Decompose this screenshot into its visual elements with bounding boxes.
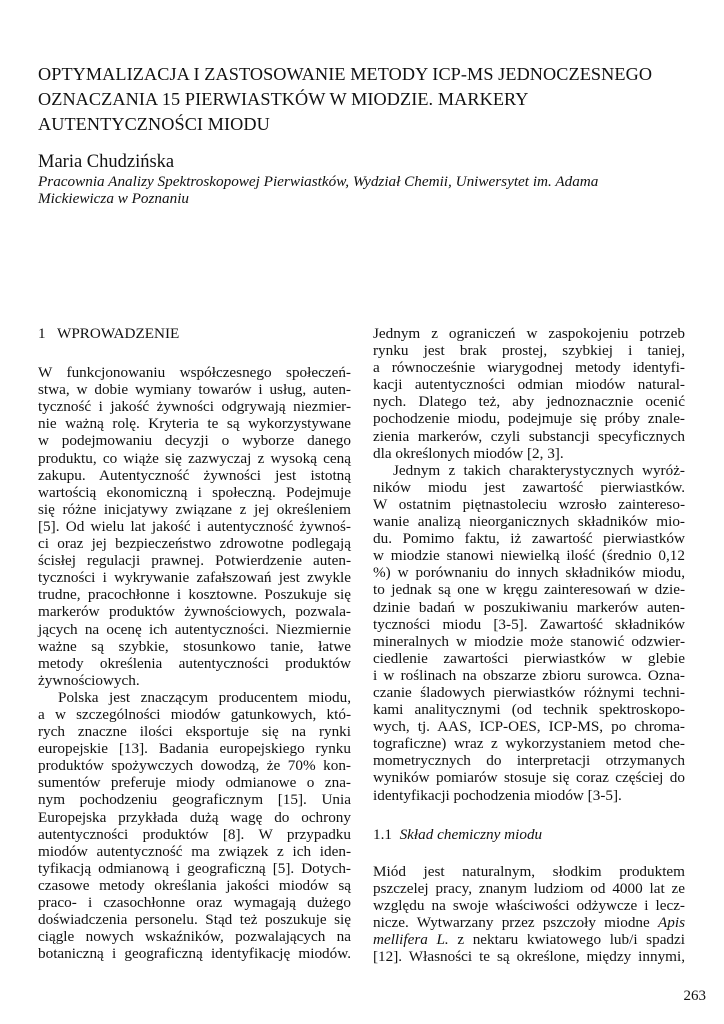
text-line: pszczelej pracy, znanym ludziom od 4000 lat ze — [373, 879, 685, 897]
species-name-italic: Apis — [658, 914, 686, 931]
text-line: żywnościowych. — [38, 671, 140, 689]
text-line: sumentów preferuje miody odmianowe o zna- — [38, 774, 351, 792]
text-line: du. Pomimo faktu, iż zawartość pierwiastków — [373, 530, 685, 548]
subsection-number: 1.1 — [373, 825, 392, 843]
text-line: Jednym z takich charakterystycznych wyróż- — [393, 461, 685, 479]
text-line: identyfikacji pochodzenia miodów [3-5]. — [373, 786, 622, 804]
text-line: tograficzne) wraz z wykorzystaniem metod che- — [373, 735, 685, 753]
text-line: kacji autentyczności odmian miodów natural- — [373, 376, 685, 394]
text-line: stwa, w dobie wymiany towarów i usług, auten- — [38, 381, 351, 399]
text-line: czanie śladowych pierwiastków różnymi techni- — [373, 683, 685, 701]
title-line: AUTENTYCZNOŚCI MIODU — [38, 114, 270, 134]
title-line: OZNACZANIA 15 PIERWIASTKÓW W MIODZIE. MARKERY — [38, 89, 529, 109]
author-affiliation — [38, 173, 688, 207]
text-line: botaniczną i geograficzną identyfikację miodów. — [38, 945, 351, 963]
text-line: Polska jest znaczącym producentem miodu, — [58, 688, 351, 706]
text-line: pochodzenie miodu, podejmuje się próby znale- — [373, 410, 685, 428]
text-line: zienia markerów, czyli substancji specyficznych — [373, 427, 685, 445]
text-line: rych znaczne ilości eksportuje się na rynki — [38, 723, 351, 741]
species-name-italic: mellifera L. — [373, 931, 449, 949]
text-line: nych. Dlatego też, aby jednoznacznie ocenić — [373, 393, 685, 411]
text-line: względu na swoje właściwości odżywcze i lecz- — [373, 896, 685, 914]
text-line: produktów spożywczych dowodzą, że 70% kon- — [38, 757, 351, 775]
text-line: dzinie badań w poszukiwaniu markerów auten- — [373, 598, 685, 616]
text-line: tyczności i wykrywanie zafałszowań jest zwykle — [38, 569, 351, 587]
subsection-heading — [373, 826, 685, 843]
left-column — [38, 325, 351, 962]
text-line: tyfikacją odmianową i geograficzną [5]. Dotych- — [38, 859, 351, 877]
text-line: zakupu. Autentyczność żywności jest istotną — [38, 466, 351, 484]
section-heading — [38, 325, 351, 342]
affiliation-line: Pracownia Analizy Spektroskopowej Pierwiastków, Wydział Chemii, Uniwersytet im. Adama — [38, 173, 599, 190]
text-line: wych, tj. AAS, ICP-OES, ICP-MS, po chroma- — [373, 718, 685, 736]
text-line: ścisłej regulacji prawnej. Potwierdzenie auten- — [38, 552, 351, 570]
text-line — [373, 931, 685, 948]
text-line: tyczności miodu [3-5]. Zawartość składników — [373, 615, 685, 633]
text-line: miodów autentyczność ma związek z ich iden- — [38, 842, 351, 860]
text-line: produktu, co wiąże się zazwyczaj z wysoką ceną — [38, 449, 351, 467]
text-line: Europejska przykłada dużą wagę do ochrony — [38, 808, 351, 826]
text-line: wyników pomiarów stosuje się coraz częściej do — [373, 769, 685, 787]
text-line: %) w porównaniu do innych składników miodu, — [373, 564, 685, 582]
text-fragment: nicze. Wytwarzany przez pszczoły miodne — [373, 914, 650, 931]
text-line: a równocześnie wiarygodnej metody identyfi- — [373, 359, 685, 377]
text-line: w podejmowaniu decyzji o wyborze danego — [38, 432, 351, 450]
text-line: kami analitycznymi (od technik spektroskopo- — [373, 701, 685, 719]
text-line: ciągle nowych wskaźników, pozwalających na — [38, 928, 351, 946]
text-line: nie ważną rolę. Kryteria te są wykorzystywane — [38, 415, 351, 433]
affiliation-line: Mickiewicza w Poznaniu — [38, 190, 190, 207]
text-line: europejskie [13]. Badania europejskiego rynku — [38, 740, 351, 758]
text-line: ciedlenie zawartości pierwiastków w glebie — [373, 649, 685, 667]
text-line: metody określenia autentyczności produktów — [38, 654, 351, 672]
text-line: W funkcjonowaniu współczesnego społeczeń- — [38, 364, 351, 382]
paper-title — [38, 62, 688, 137]
subsection-title: Skład chemiczny miodu — [399, 825, 543, 843]
text-line: [12]. Własności te są określone, między innymi, — [373, 948, 685, 966]
text-line: [5]. Od wielu lat jakość i autentyczność żywnoś- — [38, 517, 351, 535]
text-line: mometrycznych do interpretacji otrzymanych — [373, 752, 685, 770]
text-line — [373, 914, 685, 931]
text-line: praco- i czasochłonne oraz wymagają dużego — [38, 894, 351, 911]
text-line: ważne są szybkie, stosunkowo tanie, łatwe — [38, 637, 351, 655]
text-line: dla określonych miodów [2, 3]. — [373, 444, 564, 462]
text-line: w miodzie stanowi niewielką ilość (średnio 0,12 — [373, 547, 685, 565]
text-line: ników miodu jest zawartość pierwiastków. — [373, 478, 685, 496]
section-number: 1 — [38, 325, 46, 342]
text-line: i w roślinach na obszarze zbioru surowca. Ozna- — [373, 666, 685, 684]
text-line: czasowe metody określania jakości miodów są — [38, 876, 351, 894]
text-line: Jednym z ograniczeń w zaspokojeniu potrzeb — [373, 325, 685, 342]
text-line: autentyczności produktów [8]. W przypadku — [38, 825, 351, 843]
section-title: WPROWADZENIE — [56, 325, 180, 342]
author-name: Maria Chudzińska — [38, 152, 175, 172]
text-line: doświadczenia personelu. Stąd też poszukuje się — [38, 911, 351, 929]
text-line: mineralnych w miodzie może stanowić odzwier- — [373, 632, 685, 650]
text-line: tyczność i jakość żywności odgrywają niezmier- — [38, 398, 351, 416]
text-line: się różne inicjatywy związane z jej określeniem — [38, 500, 351, 518]
text-line: markerów produktów żywnościowych, pozwala- — [38, 603, 351, 621]
text-line: a w szczególności miodów gatunkowych, któ- — [38, 705, 351, 723]
page-number: 263 — [683, 988, 706, 1004]
text-line: nym pochodzeniu geograficznym [15]. Unia — [38, 791, 351, 809]
text-fragment: z nektaru kwiatowego lub/i spadzi — [457, 931, 685, 949]
text-line: Miód jest naturalnym, słodkim produktem — [373, 862, 685, 880]
text-line: to jednak są one w kręgu zainteresowań w dzie- — [373, 581, 685, 599]
text-line: trudne, pracochłonne i kosztowne. Poszukuje się — [38, 586, 351, 604]
text-line: wartością ekonomiczną i społeczną. Podejmuje — [38, 483, 351, 501]
right-column — [373, 325, 685, 965]
text-line: jących na ocenę ich autentyczności. Niezmiernie — [38, 620, 351, 638]
text-line: ci oraz jej bezpieczeństwo zdrowotne podlegają — [38, 535, 351, 553]
title-line: OPTYMALIZACJA I ZASTOSOWANIE METODY ICP-MS JEDNOCZESNEGO — [38, 64, 653, 84]
text-line: wanie analizą nieorganicznych składników mio- — [373, 513, 685, 531]
text-line: rynku jest brak prostej, szybkiej i taniej, — [373, 342, 685, 360]
text-line: W ostatnim piętnastoleciu wzrosło zaintereso- — [373, 495, 685, 513]
